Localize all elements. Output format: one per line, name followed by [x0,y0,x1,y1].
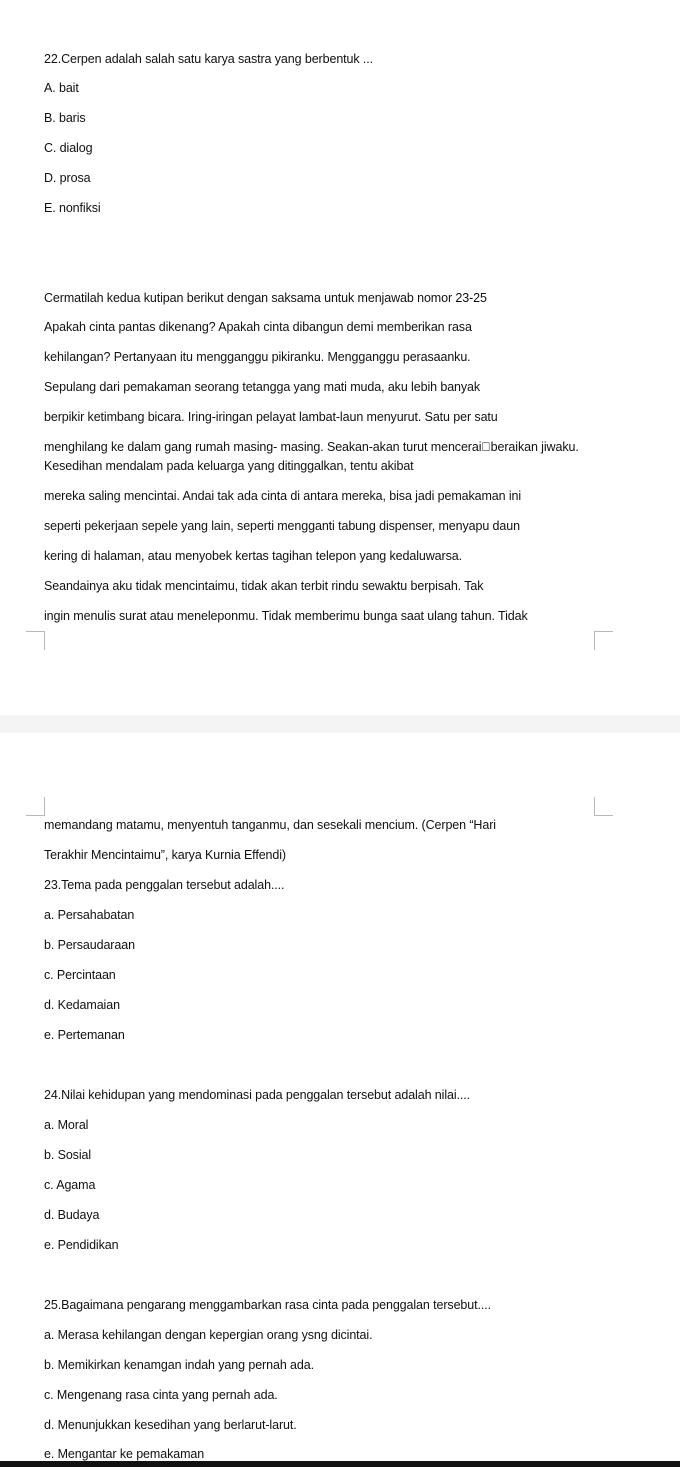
q22-option-c: C. dialog [44,141,93,155]
document-page-1 [0,0,680,715]
passage-line: menghilang ke dalam gang rumah masing- masing. Seakan-akan turut mencerai beraikan jiwaku. [44,440,579,454]
passage-line: ingin menulis surat atau meneleponmu. Tidak memberimu bunga saat ulang tahun. Tidak [44,609,528,623]
passage-continuation: memandang matamu, menyentuh tanganmu, dan sesekali mencium. (Cerpen “Hari [44,818,496,832]
q22-option-d: D. prosa [44,171,91,185]
bottom-bar [0,1461,680,1467]
q23-option-a: a. Persahabatan [44,908,135,922]
passage-line: Sepulang dari pemakaman seorang tetangga yang mati muda, aku lebih banyak [44,380,481,394]
passage-line: kering di halaman, atau menyobek kertas tagihan telepon yang kedaluwarsa. [44,549,462,563]
q25-option-c: c. Mengenang rasa cinta yang pernah ada. [44,1388,278,1402]
passage-line: seperti pekerjaan sepele yang lain, seperti mengganti tabung dispenser, menyapu daun [44,519,520,533]
q22-option-a: A. bait [44,81,79,95]
q24-option-e: e. Pendidikan [44,1238,119,1252]
passage-line: Apakah cinta pantas dikenang? Apakah cinta dibangun demi memberikan rasa [44,320,472,334]
question-24: 24.Nilai kehidupan yang mendominasi pada penggalan tersebut adalah nilai.... [44,1088,471,1102]
passage-line: mereka saling mencintai. Andai tak ada cinta di antara mereka, bisa jadi pemakaman ini [44,489,522,503]
passage-line: Seandainya aku tidak mencintaimu, tidak akan terbit rindu sewaktu berpisah. Tak [44,579,484,593]
q23-option-e: e. Pertemanan [44,1028,125,1042]
margin-mark-bottom-left [26,631,45,650]
margin-mark-top-left [26,797,45,816]
passage-line: Kesedihan mendalam pada keluarga yang ditinggalkan, tentu akibat [44,459,414,473]
passage-line: berpikir ketimbang bicara. Iring-iringan pelayat lambat-laun menyurut. Satu per satu [44,410,498,424]
passage-line: kehilangan? Pertanyaan itu mengganggu pikiranku. Mengganggu perasaanku. [44,350,471,364]
q23-option-c: c. Percintaan [44,968,116,982]
q24-option-d: d. Budaya [44,1208,100,1222]
q25-option-a: a. Merasa kehilangan dengan kepergian orang ysng dicintai. [44,1328,373,1342]
q23-option-b: b. Persaudaraan [44,938,135,952]
q24-option-a: a. Moral [44,1118,89,1132]
question-25: 25.Bagaimana pengarang menggambarkan rasa cinta pada penggalan tersebut.... [44,1298,491,1312]
q25-option-d: d. Menunjukkan kesedihan yang berlarut-larut. [44,1418,297,1432]
q22-option-e: E. nonfiksi [44,201,101,215]
q24-option-b: b. Sosial [44,1148,92,1162]
passage-continuation: Terakhir Mencintaimu”, karya Kurnia Effendi) [44,848,286,862]
margin-mark-top-right [594,797,613,816]
question-23: 23.Tema pada penggalan tersebut adalah.... [44,878,285,892]
q23-option-d: d. Kedamaian [44,998,120,1012]
margin-mark-bottom-right [594,631,613,650]
q25-option-b: b. Memikirkan kenamgan indah yang pernah ada. [44,1358,314,1372]
q22-option-b: B. baris [44,111,86,125]
passage-instruction: Cermatilah kedua kutipan berikut dengan saksama untuk menjawab nomor 23-25 [44,291,487,305]
q24-option-c: c. Agama [44,1178,96,1192]
q25-option-e: e. Mengantar ke pemakaman [44,1447,205,1461]
question-22: 22.Cerpen adalah salah satu karya sastra yang berbentuk ... [44,52,374,66]
page-gap [0,715,680,733]
